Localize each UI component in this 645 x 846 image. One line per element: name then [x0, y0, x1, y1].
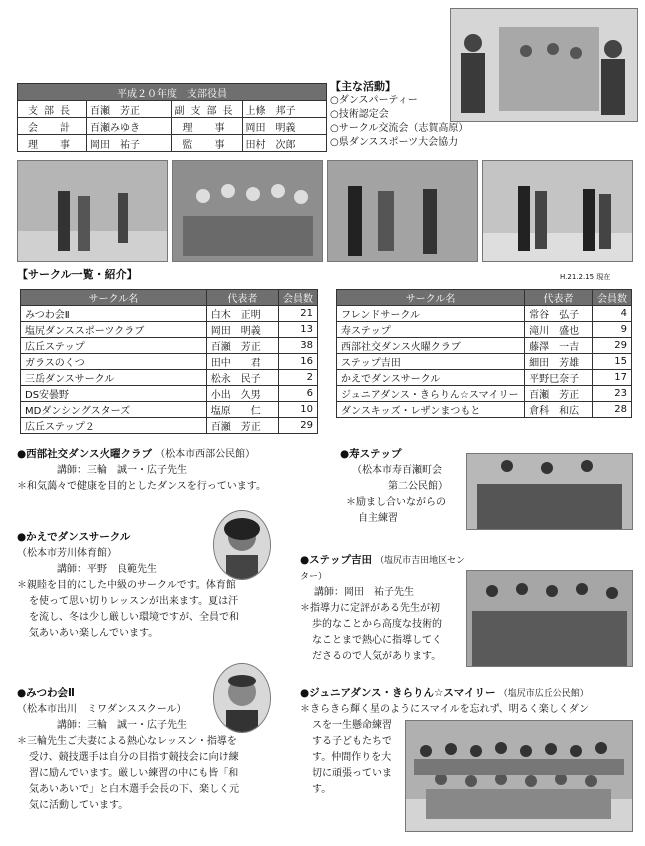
circle-name: ガラスのくつ [21, 354, 207, 370]
circle-count: 23 [593, 386, 632, 402]
officer-name: 岡田 明義 [242, 118, 327, 135]
table-row [21, 418, 318, 434]
intro-desc-line: 歩的なことから高度な技術的 [312, 619, 442, 630]
circle-rep: 塩原 仁 [206, 402, 278, 418]
table-row [21, 354, 318, 370]
circle-rep: 松永 民子 [206, 370, 278, 386]
circle-count: 38 [279, 338, 318, 354]
table-row [337, 402, 632, 418]
circle-rep: 滝川 盛也 [525, 322, 593, 338]
circle-count: 9 [593, 322, 632, 338]
circle-count: 15 [593, 354, 632, 370]
circle-name: 三岳ダンスサークル [21, 370, 207, 386]
activity-item: ○ダンスパーティー [330, 95, 418, 106]
table-row [337, 322, 632, 338]
circle-name: ステップ吉田 [337, 354, 525, 370]
yoshida-photo [466, 570, 633, 667]
circle-count: 29 [593, 338, 632, 354]
circle-name: フレンドサークル [337, 306, 525, 322]
table-row [21, 402, 318, 418]
intro-teacher: 講師：三輪 誠一・広子先生 [57, 720, 187, 731]
intro-place: （塩尻市吉田地区センター） [300, 556, 466, 582]
junior-photo [405, 720, 633, 832]
officer-name: 上條 邦子 [242, 101, 327, 118]
officer-role: 理 事 [171, 118, 242, 135]
intro-teacher: 講師：三輪 誠一・広子先生 [57, 465, 187, 476]
column-header: 代表者 [525, 290, 593, 306]
circle-rep: 常谷 弘子 [525, 306, 593, 322]
intro-place: （松本市西部公民館） [155, 449, 256, 460]
officer-role: 理 事 [18, 135, 87, 152]
officers-title: 平成２０年度 支部役員 [18, 84, 327, 101]
officer-name: 田村 次郎 [242, 135, 327, 152]
circles-table-left [20, 289, 318, 434]
intro-desc-line: す。 [312, 784, 332, 795]
activity-item: ○県ダンススポーツ大会協力 [330, 137, 459, 148]
circle-name: みつわ会Ⅱ [21, 306, 207, 322]
intro-desc-line: ださるので人気があります。 [312, 651, 442, 662]
circle-rep: 藤澤 一吉 [525, 338, 593, 354]
intro-kaede [17, 529, 317, 642]
circle-name: 広丘ステップ２ [21, 418, 207, 434]
column-header: サークル名 [337, 290, 525, 306]
intro-desc-line: 受け、競技選手は自分の目指す競技会に向け練 [29, 752, 239, 763]
intro-teacher: 講師：平野 良範先生 [57, 564, 157, 575]
dance-photo-3 [327, 160, 478, 262]
intro-desc: ＊励まし合いながらの [346, 497, 446, 508]
table-row [21, 386, 318, 402]
intro-seibu [17, 446, 266, 495]
circle-count: 4 [593, 306, 632, 322]
officer-row [18, 135, 327, 152]
intro-title: ●かえでダンスサークル [17, 531, 131, 543]
dance-photo-4 [482, 160, 633, 262]
officer-name: 岡田 祐子 [87, 135, 172, 152]
officer-role: 会 計 [18, 118, 87, 135]
intro-desc-line: する子どもたちで [312, 736, 392, 747]
circle-rep: 倉科 和広 [525, 402, 593, 418]
circle-rep: 白木 正明 [206, 306, 278, 322]
table-row [337, 338, 632, 354]
dance-photo-2 [172, 160, 323, 262]
column-header: 会員数 [593, 290, 632, 306]
circle-name: ジュニアダンス・きらりん☆スマイリー [337, 386, 525, 402]
officers-table [17, 83, 327, 152]
circle-rep: 田中 君 [206, 354, 278, 370]
intro-kotobuki [340, 446, 462, 527]
intro-title: ●みつわ会Ⅱ [17, 687, 75, 699]
main-activities [330, 80, 480, 150]
circle-name: DS安曇野 [21, 386, 207, 402]
table-row [337, 386, 632, 402]
intro-desc-line: 気あいあい楽しんでいます。 [29, 628, 159, 639]
circle-count: 10 [279, 402, 318, 418]
intro-place: （松本市出川 ミワダンススクール） [17, 704, 187, 715]
circle-rep: 百瀬 芳正 [206, 418, 278, 434]
circle-rep: 岡田 明義 [206, 322, 278, 338]
intro-desc-line: 習に励んでいます。厳しい練習の中にも皆「和 [29, 768, 239, 779]
column-header: 会員数 [279, 290, 318, 306]
intro-desc-line: 気あいあいで」と白木選手会長の下、楽しく元 [29, 784, 239, 795]
circle-rep: 百瀬 芳正 [206, 338, 278, 354]
circle-name: ダンスキッズ・レザンまつもと [337, 402, 525, 418]
intro-desc-line: スを一生懸命練習 [312, 720, 392, 731]
table-header-row [337, 290, 632, 306]
circles-title: 【サークル一覧・紹介】 [17, 268, 138, 281]
dance-photo-1 [17, 160, 168, 262]
circle-count: 29 [279, 418, 318, 434]
officer-row [18, 118, 327, 135]
table-row [21, 306, 318, 322]
officer-role: 副支部長 [171, 101, 242, 118]
circle-name: MDダンシングスターズ [21, 402, 207, 418]
intro-title: ●西部社交ダンス火曜クラブ [17, 448, 152, 460]
circle-name: 寿ステップ [337, 322, 525, 338]
intro-desc-line: を流し、冬は少し厳しい環境ですが、全員で和 [29, 612, 239, 623]
table-row [21, 322, 318, 338]
activities-title: 【主な活動】 [330, 80, 396, 93]
circle-count: 6 [279, 386, 318, 402]
activity-item: ○技術認定会 [330, 109, 389, 120]
intro-desc-line: を使って思い切りレッスンが出来ます。夏は汗 [29, 596, 239, 607]
circle-name: かえでダンスサークル [337, 370, 525, 386]
officer-row [18, 101, 327, 118]
intro-place: （塩尻市広丘公民館） [498, 689, 589, 699]
table-row [21, 370, 318, 386]
circle-count: 17 [593, 370, 632, 386]
intro-teacher: 講師：岡田 祐子先生 [314, 587, 414, 598]
intro-desc-line: ＊三輪先生ご夫妻による熱心なレッスン・指導を [17, 736, 237, 747]
circle-count: 2 [279, 370, 318, 386]
intro-desc-line: ＊きらきら輝く星のようにスマイルを忘れず、明るく楽しくダン [300, 704, 589, 715]
intro-desc-line: なことまで熱心に指導してく [312, 635, 442, 646]
intro-desc: 自主練習 [358, 513, 398, 524]
circles-date: H.21.2.15 現在 [560, 273, 611, 281]
kotobuki-photo [466, 453, 633, 530]
intro-desc-line: す。仲間作りを大 [312, 752, 392, 763]
circle-rep: 小出 久男 [206, 386, 278, 402]
intro-place: 第二公民館） [388, 481, 448, 492]
table-row [337, 306, 632, 322]
intro-desc-line: 切に頑張っていま [312, 768, 392, 779]
intro-title: ●ジュニアダンス・きらりん☆スマイリー [300, 687, 496, 699]
intro-title: ●寿ステップ [340, 448, 402, 460]
circles-table-right [336, 289, 632, 418]
circle-count: 16 [279, 354, 318, 370]
table-row [337, 370, 632, 386]
column-header: 代表者 [206, 290, 278, 306]
intro-desc-line: ＊親睦を目的にした中級のサークルです。体育館 [17, 580, 236, 591]
circle-count: 13 [279, 322, 318, 338]
table-row [337, 354, 632, 370]
circle-rep: 百瀬 芳正 [525, 386, 593, 402]
activity-item: ○サークル交流会（志賀高原） [330, 123, 469, 134]
circle-name: 塩尻ダンススポーツクラブ [21, 322, 207, 338]
table-row [21, 338, 318, 354]
circle-rep: 平野巳奈子 [525, 370, 593, 386]
table-header-row [21, 290, 318, 306]
circle-name: 西部社交ダンス火曜クラブ [337, 338, 525, 354]
officer-role: 支部長 [18, 101, 87, 118]
intro-mitsuwa [17, 685, 317, 814]
intro-desc-line: ＊指導力に定評がある先生が初 [300, 603, 440, 614]
intro-place: （松本市寿百瀬町会 [352, 465, 442, 476]
intro-title: ●ステップ吉田 [300, 554, 372, 566]
officer-name: 百瀬 芳正 [87, 101, 172, 118]
intro-yoshida [300, 552, 470, 665]
intro-place: （松本市芳川体育館） [17, 548, 117, 559]
circle-name: 広丘ステップ [21, 338, 207, 354]
column-header: サークル名 [21, 290, 207, 306]
circle-count: 28 [593, 402, 632, 418]
intro-desc: ＊和気藹々で健康を目的としたダンスを行っています。 [17, 481, 266, 492]
officer-name: 百瀬みゆき [87, 118, 172, 135]
circle-rep: 細田 芳雄 [525, 354, 593, 370]
officer-role: 監 事 [171, 135, 242, 152]
circle-count: 21 [279, 306, 318, 322]
intro-desc-line: 気に活動しています。 [29, 800, 129, 811]
